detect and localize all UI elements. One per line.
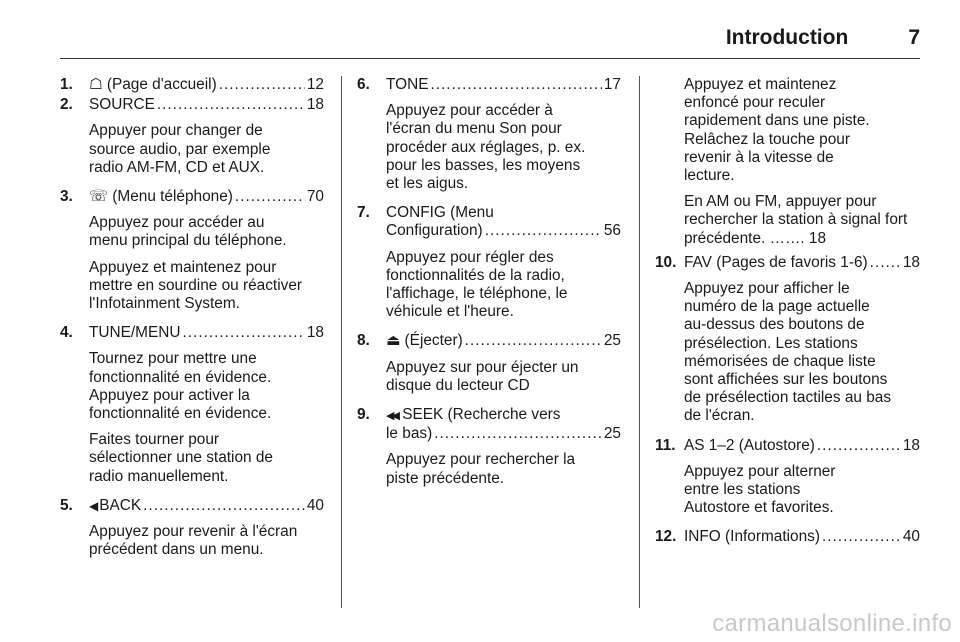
item-description: Appuyez pour régler des fonctionnalités de la radio, l'affichage, le téléphone, le véhicule et l'heure. (386, 248, 568, 321)
page-ref: 12 (306, 76, 324, 93)
seek-back-icon: ◀◀ (386, 410, 397, 423)
page-ref: 18 (306, 324, 324, 342)
list-item (655, 254, 920, 426)
item-description: Appuyez pour rechercher la piste précédente. (386, 451, 576, 487)
item-description: Appuyez et maintenez enfoncé pour reculer rapidement dans une piste. Relâchez la touche pour revenir à la vitesse de lecture. (684, 76, 870, 185)
list-item (60, 76, 324, 94)
item-description: Appuyez pour accéder au menu principal du téléphone. (89, 214, 287, 250)
column-middle (357, 76, 621, 488)
item-description: Appuyez pour afficher le numéro de la page actuelle au-dessus des boutons de présélection. Les stations mémorisées de chaque liste sont affichées sur les boutons de présélection tactiles au bas de l'écran. (684, 280, 892, 425)
item-number: 6. (357, 76, 370, 93)
leader-dots: ……. (765, 229, 809, 247)
item-description: Appuyez sur pour éjecter un disque du lecteur CD (386, 358, 579, 394)
page-ref: 18 (808, 229, 827, 247)
list-item-continued (655, 76, 920, 248)
item-label: le bas) (386, 425, 433, 443)
item-label: FAV (Pages de favoris 1-6) (684, 253, 868, 271)
list-item (60, 497, 324, 560)
item-description: Appuyer pour changer de source audio, par exemple radio AM-FM, CD et AUX. (89, 122, 271, 176)
page-ref: 56 (603, 222, 621, 240)
item-number: 4. (60, 324, 73, 342)
item-description: Appuyez pour alterner entre les stations Autostore et favorites. (684, 462, 836, 517)
list-item (60, 324, 324, 486)
item-number: 9. (357, 406, 370, 424)
watermark: carmanualsonline.info (712, 610, 952, 637)
eject-icon: ⏏ (386, 332, 401, 350)
item-description-text: En AM ou FM, appuyer pour rechercher la station à signal fort précédente. (684, 193, 908, 247)
list-item (655, 528, 920, 546)
item-label: (Éjecter) (404, 332, 463, 350)
item-number: 2. (60, 96, 73, 114)
item-label: AS 1–2 (Autostore) (684, 436, 815, 454)
page-ref: 18 (902, 253, 920, 271)
item-number: 3. (60, 188, 73, 206)
page-ref: 25 (603, 332, 621, 350)
item-description: Appuyez pour accéder à l'écran du menu Son pour procéder aux réglages, p. ex. pour les basses, les moyens et les aigus. (386, 102, 586, 193)
item-number: 7. (357, 204, 370, 222)
home-icon: ☖ (89, 76, 103, 93)
item-label: SOURCE (89, 96, 155, 114)
column-right (655, 76, 920, 547)
column-left (60, 76, 324, 559)
list-item (60, 96, 324, 177)
item-description (684, 193, 920, 248)
list-item (357, 406, 621, 488)
page-ref: 18 (902, 436, 920, 454)
item-label: TUNE/MENU (89, 324, 181, 342)
column-divider (639, 76, 640, 608)
item-label: CONFIG (Menu (386, 204, 494, 222)
page-ref: 40 (902, 528, 920, 546)
item-number: 1. (60, 76, 73, 93)
phone-icon: ☏ (89, 188, 109, 206)
item-label: SEEK (Recherche vers (402, 406, 561, 424)
page-number: 7 (908, 26, 920, 49)
header-rule (60, 58, 920, 59)
item-description: Faites tourner pour sélectionner une station de radio manuellement. (89, 431, 273, 485)
page-ref: 25 (603, 425, 621, 443)
item-label: TONE (386, 76, 429, 93)
column-divider (341, 76, 342, 608)
page-header (60, 18, 920, 58)
page-ref: 40 (306, 496, 324, 514)
list-item (357, 204, 621, 321)
list-item (655, 437, 920, 518)
item-number: 12. (655, 528, 677, 546)
item-number: 10. (655, 253, 677, 271)
item-label: INFO (Informations) (684, 528, 820, 546)
item-number: 5. (60, 496, 73, 514)
item-label: (Page d'accueil) (106, 76, 217, 93)
list-item (60, 188, 324, 313)
item-label: (Menu téléphone) (112, 188, 233, 206)
item-label: Configuration) (386, 222, 483, 240)
item-number: 8. (357, 332, 370, 350)
back-arrow-icon: ◀ (89, 498, 99, 513)
page-ref: 17 (603, 76, 621, 93)
page-ref: 70 (306, 188, 324, 206)
page-title: Introduction (725, 26, 849, 49)
item-label: BACK (99, 496, 142, 514)
item-number: 11. (655, 436, 676, 454)
item-description: Appuyez et maintenez pour mettre en sourdine ou réactiver l'Infotainment System. (89, 258, 303, 313)
list-item (357, 332, 621, 395)
list-item (357, 76, 621, 193)
item-description: Appuyez pour revenir à l'écran précédent dans un menu. (89, 523, 298, 559)
page-ref: 18 (306, 96, 324, 114)
item-description: Tournez pour mettre une fonctionnalité en évidence. Appuyez pour activer la fonctionnalité en évidence. (89, 350, 272, 423)
